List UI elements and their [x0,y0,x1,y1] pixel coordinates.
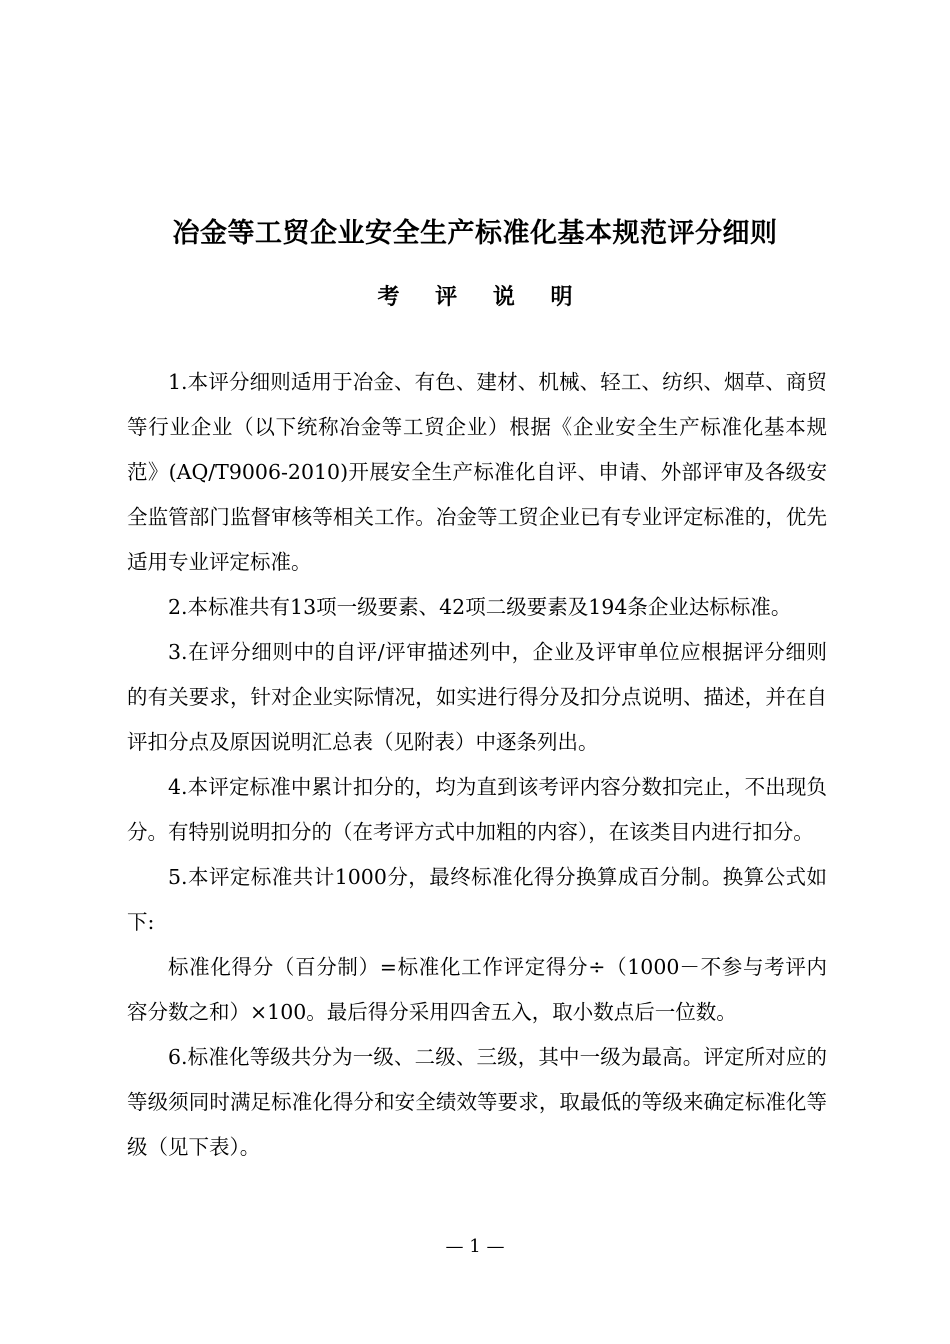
paragraph-6: 6.标准化等级共分为一级、二级、三级，其中一级为最高。评定所对应的等级须同时满足标准化得分和安全绩效等要求，取最低的等级来确定标准化等级（见下表）。 [127,1045,827,1159]
paragraph-1: 1.本评分细则适用于冶金、有色、建材、机械、轻工、纺织、烟草、商贸等行业企业（以下统称冶金等工贸企业）根据《企业安全生产标准化基本规范》(AQ/T9006-2010)开展安全生产标准化自评、申请、外部评审及各级安全监管部门监督审核等相关工作。冶金等工贸企业已有专业评定标准的，优先适用专业评定标准。 [127,370,827,574]
paragraph-2: 2.本标准共有13项一级要素、42项二级要素及194条企业达标标准。 [168,595,792,619]
paragraph-4: 4.本评定标准中累计扣分的，均为直到该考评内容分数扣完止，不出现负分。有特别说明扣分的（在考评方式中加粗的内容），在该类目内进行扣分。 [127,775,827,844]
paragraph-3: 3.在评分细则中的自评/评审描述列中，企业及评审单位应根据评分细则的有关要求，针对企业实际情况，如实进行得分及扣分点说明、描述，并在自评扣分点及原因说明汇总表（见附表）中逐条列出。 [127,640,827,754]
paragraph-5: 5.本评定标准共计1000分，最终标准化得分换算成百分制。换算公式如下: [127,865,827,934]
formula-paragraph: 标准化得分（百分制）=标准化工作评定得分÷（1000－不参与考评内容分数之和）×100。最后得分采用四舍五入，取小数点后一位数。 [127,955,827,1024]
document-body [127,360,827,1170]
section-heading: 考 评 说 明 [377,285,587,310]
document-title: 冶金等工贸企业安全生产标准化基本规范评分细则 [172,218,778,249]
page-number: — 1 — [445,1236,505,1257]
